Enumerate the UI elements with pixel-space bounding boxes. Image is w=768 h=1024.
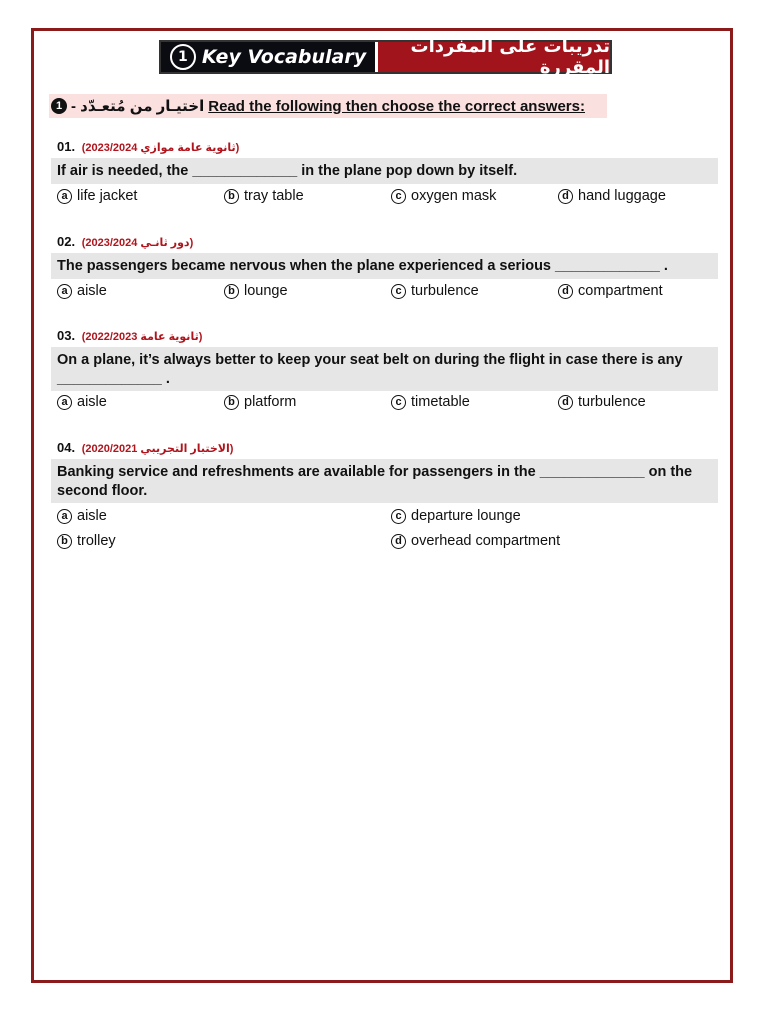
question-source: (الاختبار التجريبي 2020/2021): [81, 443, 234, 455]
option-d[interactable]: [558, 283, 663, 299]
title-arabic: تدريبات على المفردات المقررة: [375, 42, 610, 72]
title-number: 1: [170, 44, 196, 70]
option-b[interactable]: [224, 394, 296, 410]
option-letter: a: [57, 395, 72, 410]
option-letter: c: [391, 284, 406, 299]
option-text: overhead compartment: [411, 533, 561, 549]
title-english: Key Vocabulary: [201, 46, 367, 68]
question-stem: On a plane, it’s always better to keep your seat belt on during the flight in case there is any _____________ .: [51, 347, 718, 391]
title-english-block: [161, 42, 375, 72]
option-a[interactable]: [57, 283, 107, 299]
option-letter: d: [558, 189, 573, 204]
option-text: lounge: [244, 283, 288, 299]
option-text: departure lounge: [411, 508, 521, 524]
option-a[interactable]: [57, 394, 107, 410]
question-source: (ثانوية عامة موازي 2023/2024): [81, 142, 240, 154]
option-b[interactable]: [57, 533, 116, 549]
option-b[interactable]: [224, 283, 288, 299]
option-c[interactable]: [391, 283, 479, 299]
option-text: aisle: [77, 283, 107, 299]
option-letter: c: [391, 395, 406, 410]
instruction-arabic: اختيـار من مُتعـدّد -: [71, 98, 205, 115]
option-letter: a: [57, 509, 72, 524]
option-letter: b: [224, 395, 239, 410]
instruction-bar: [49, 94, 607, 118]
option-text: aisle: [77, 508, 107, 524]
option-letter: b: [57, 534, 72, 549]
option-letter: a: [57, 284, 72, 299]
question-label: [57, 440, 233, 455]
option-text: compartment: [578, 283, 663, 299]
option-text: timetable: [411, 394, 470, 410]
option-text: oxygen mask: [411, 188, 497, 204]
option-c[interactable]: [391, 188, 496, 204]
option-text: trolley: [77, 533, 116, 549]
option-text: turbulence: [411, 283, 479, 299]
question-stem: If air is needed, the _____________ in the plane pop down by itself.: [51, 158, 718, 184]
option-letter: b: [224, 189, 239, 204]
question-stem: Banking service and refreshments are available for passengers in the _____________ on the second floor.: [51, 459, 718, 503]
question-stem: The passengers became nervous when the plane experienced a serious _____________ .: [51, 253, 718, 279]
option-text: platform: [244, 394, 297, 410]
instruction-english: Read the following then choose the correct answers:: [208, 97, 585, 115]
option-letter: c: [391, 509, 406, 524]
option-text: tray table: [244, 188, 304, 204]
question-number: 01.: [57, 139, 76, 154]
option-b[interactable]: [224, 188, 304, 204]
section-title: [159, 36, 612, 78]
option-letter: c: [391, 189, 406, 204]
question-label: [57, 234, 193, 249]
option-d[interactable]: [558, 188, 666, 204]
option-d[interactable]: [558, 394, 646, 410]
question-number: 03.: [57, 328, 76, 343]
option-a[interactable]: [57, 508, 107, 524]
question-number: 02.: [57, 234, 76, 249]
question-source: (دور ثانـي 2023/2024): [81, 237, 194, 249]
question-label: [57, 139, 239, 154]
option-c[interactable]: [391, 508, 521, 524]
option-letter: a: [57, 189, 72, 204]
option-text: life jacket: [77, 188, 138, 204]
option-d[interactable]: [391, 533, 560, 549]
option-c[interactable]: [391, 394, 470, 410]
question-number: 04.: [57, 440, 76, 455]
option-text: hand luggage: [578, 188, 666, 204]
instruction-badge: 1: [51, 98, 67, 114]
option-text: turbulence: [578, 394, 646, 410]
option-a[interactable]: [57, 188, 137, 204]
option-letter: d: [558, 395, 573, 410]
option-text: aisle: [77, 394, 107, 410]
option-letter: d: [391, 534, 406, 549]
option-letter: b: [224, 284, 239, 299]
question-label: [57, 328, 202, 343]
question-source: (ثانوية عامة 2022/2023): [81, 331, 203, 343]
option-letter: d: [558, 284, 573, 299]
